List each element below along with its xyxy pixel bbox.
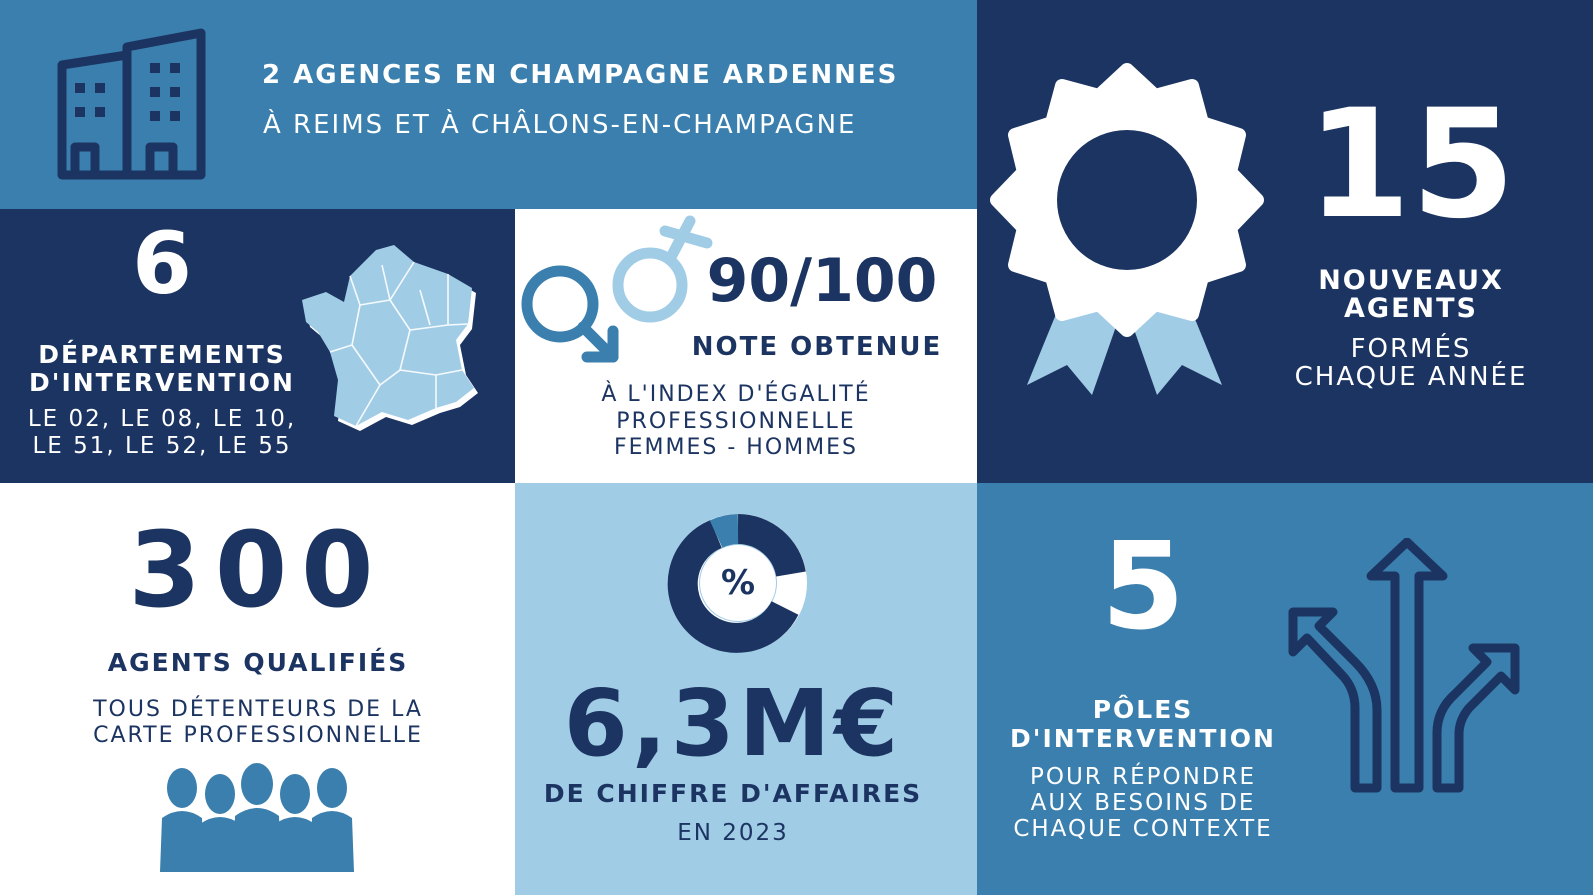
diverging-arrows-icon bbox=[1277, 538, 1542, 798]
new-agents-title-line1: NOUVEAUX bbox=[1318, 265, 1504, 296]
new-agents-number: 15 bbox=[1306, 78, 1516, 252]
equality-score: 90/100 bbox=[706, 246, 938, 316]
equality-title: NOTE OBTENUE bbox=[691, 332, 943, 362]
poles-panel bbox=[977, 483, 1593, 895]
new-agents-detail-line2: CHAQUE ANNÉE bbox=[1294, 362, 1528, 392]
poles-detail-line2: AUX BESOINS DE bbox=[1030, 790, 1256, 816]
new-agents-detail-line1: FORMÉS bbox=[1350, 334, 1472, 364]
departments-title-line1: DÉPARTEMENTS bbox=[38, 340, 286, 369]
agencies-banner bbox=[0, 0, 977, 209]
poles-detail-line1: POUR RÉPONDRE bbox=[1029, 764, 1257, 790]
poles-detail-line3: CHAQUE CONTEXTE bbox=[1013, 816, 1273, 842]
agencies-title: 2 AGENCES EN CHAMPAGNE ARDENNES bbox=[262, 60, 899, 90]
new-agents-panel bbox=[977, 0, 1593, 483]
building-icon bbox=[55, 25, 215, 180]
qualified-agents-panel bbox=[0, 483, 515, 895]
people-group-icon bbox=[160, 760, 355, 872]
departments-panel bbox=[0, 209, 515, 483]
poles-number: 5 bbox=[1101, 518, 1185, 657]
poles-title-line2: D'INTERVENTION bbox=[1010, 724, 1276, 753]
gender-symbols-icon bbox=[515, 209, 715, 374]
revenue-title: DE CHIFFRE D'AFFAIRES bbox=[543, 779, 923, 808]
departments-number: 6 bbox=[132, 214, 192, 314]
new-agents-title-line2: AGENTS bbox=[1344, 293, 1478, 324]
percent-symbol: % bbox=[720, 563, 756, 603]
agents-number: 300 bbox=[128, 509, 388, 631]
departments-detail-line2: LE 51, LE 52, LE 55 bbox=[32, 433, 292, 459]
equality-detail-line1: À L'INDEX D'ÉGALITÉ bbox=[601, 382, 871, 407]
departments-detail-line1: LE 02, LE 08, LE 10, bbox=[27, 406, 297, 432]
agents-detail-line2: CARTE PROFESSIONNELLE bbox=[93, 723, 423, 748]
france-map-icon bbox=[300, 245, 490, 435]
revenue-year: EN 2023 bbox=[677, 820, 789, 846]
agents-title: AGENTS QUALIFIÉS bbox=[107, 648, 409, 677]
award-ribbon-icon bbox=[987, 60, 1267, 400]
equality-detail-line2: PROFESSIONNELLE bbox=[616, 409, 856, 434]
revenue-panel bbox=[515, 483, 977, 895]
departments-title-line2: D'INTERVENTION bbox=[29, 368, 295, 397]
equality-detail-line3: FEMMES - HOMMES bbox=[614, 435, 858, 460]
poles-title-line1: PÔLES bbox=[1092, 695, 1194, 724]
agents-detail-line1: TOUS DÉTENTEURS DE LA bbox=[93, 697, 423, 722]
revenue-amount: 6,3M€ bbox=[563, 670, 903, 777]
agencies-subtitle: À REIMS ET À CHÂLONS-EN-CHAMPAGNE bbox=[263, 110, 857, 140]
equality-index-panel bbox=[515, 209, 977, 483]
